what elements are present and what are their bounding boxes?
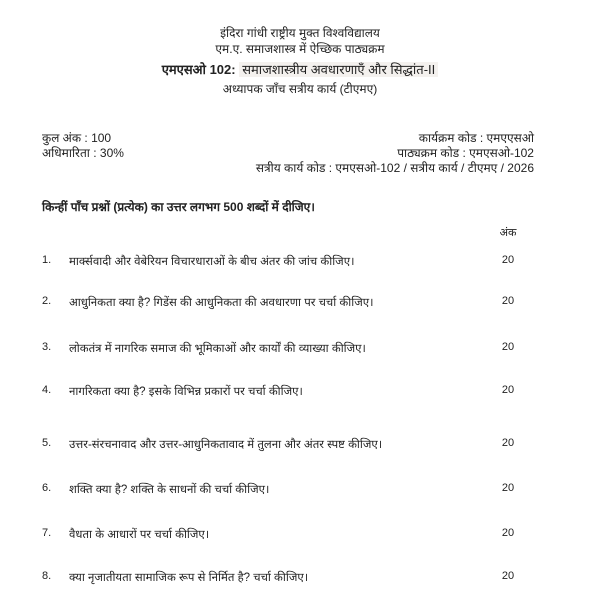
question-text: क्या नृजातीयता सामाजिक रूप से निर्मित है? चर्चा कीजिए। — [69, 572, 309, 584]
question-text: वैधता के आधारों पर चर्चा कीजिए। — [69, 529, 210, 541]
question-number: 5. — [42, 437, 52, 449]
assignment-code: सत्रीय कार्य कोड : एमएसओ-102 / सत्रीय कार्य / टीएमए / 2026 — [255, 161, 534, 175]
question-text: शक्ति क्या है? शक्ति के साधनों की चर्चा कीजिए। — [69, 484, 270, 496]
question-number: 2. — [42, 295, 52, 307]
instructions: किन्हीं पाँच प्रश्नों (प्रत्येक) का उत्तर लगभग 500 शब्दों में दीजिए। — [42, 200, 315, 214]
question-text: आधुनिकता क्या है? गिडेंस की आधुनिकता की अवधारणा पर चर्चा कीजिए। — [69, 297, 374, 309]
question-number: 4. — [42, 384, 52, 396]
weightage: अधिमारिता : 30% — [42, 146, 124, 160]
question-text: मार्क्सवादी और वेबेरियन विचारधाराओं के बीच अंतर की जांच कीजिए। — [69, 256, 355, 268]
course-code: पाठ्यक्रम कोड : एमएसओ-102 — [397, 146, 534, 160]
question-marks: 20 — [501, 341, 515, 353]
question-marks: 20 — [501, 527, 515, 539]
total-marks: कुल अंक : 100 — [42, 131, 112, 145]
question-marks: 20 — [501, 437, 515, 449]
question-number: 3. — [42, 341, 52, 353]
question-text: उत्तर-संरचनावाद और उत्तर-आधुनिकतावाद में तुलना और अंतर स्पष्ट कीजिए। — [69, 439, 383, 451]
course-title: समाजशास्त्रीय अवधारणाएँ और सिद्धांत-II — [239, 62, 438, 77]
assignment-type: अध्यापक जाँच सत्रीय कार्य (टीएमए) — [222, 82, 378, 96]
question-marks: 20 — [501, 482, 515, 494]
course-code-prefix: एमएसओ 102: — [161, 62, 236, 77]
question-marks: 20 — [501, 295, 515, 307]
marks-header: अंक — [499, 227, 517, 239]
question-marks: 20 — [501, 384, 515, 396]
course-title-line — [0, 60, 600, 78]
programme-code: कार्यक्रम कोड : एमएएसओ — [418, 131, 534, 145]
question-number: 7. — [42, 527, 52, 539]
question-text: लोकतंत्र में नागरिक समाज की भूमिकाओं और कार्यों की व्याख्या कीजिए। — [69, 343, 366, 355]
question-number: 8. — [42, 570, 52, 582]
programme-name: एम.ए. समाजशास्त्र में ऐच्छिक पाठ्यक्रम — [215, 42, 385, 56]
question-text: नागरिकता क्या है? इसके विभिन्न प्रकारों पर चर्चा कीजिए। — [69, 386, 303, 398]
question-number: 6. — [42, 482, 52, 494]
question-marks: 20 — [501, 254, 515, 266]
question-marks: 20 — [501, 570, 515, 582]
university-name: इंदिरा गांधी राष्ट्रीय मुक्त विश्वविद्यालय — [220, 26, 380, 40]
question-number: 1. — [42, 254, 52, 266]
